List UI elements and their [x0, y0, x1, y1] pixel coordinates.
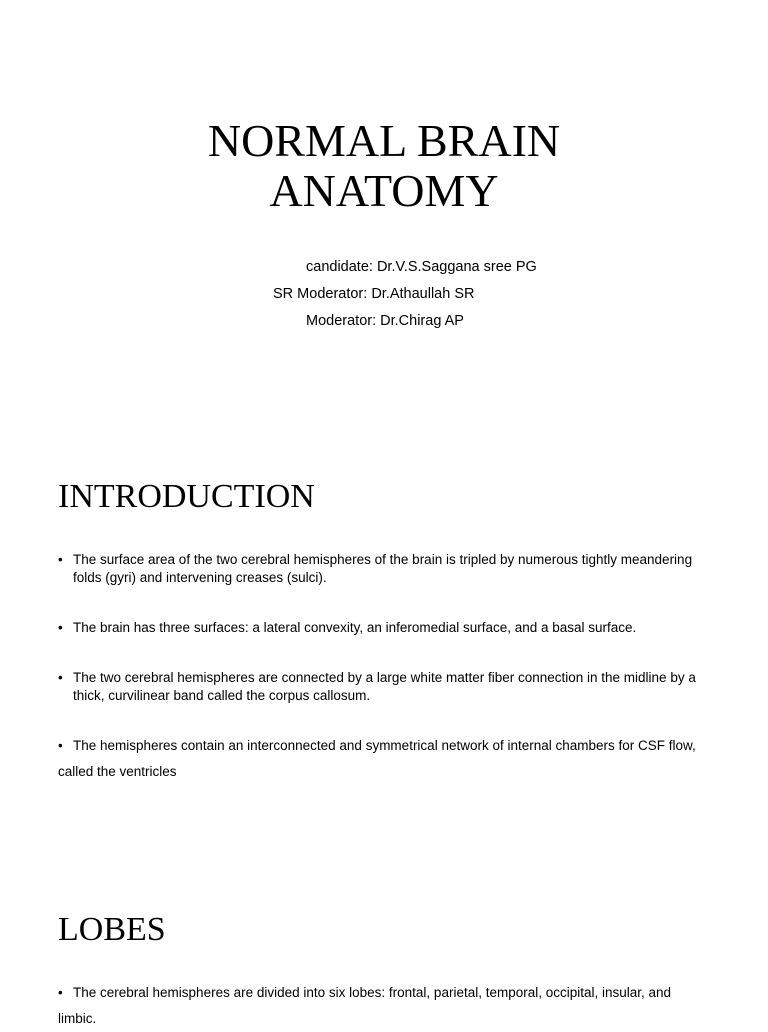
intro-bullet-3	[58, 669, 713, 705]
sr-moderator-credit: SR Moderator: Dr.Athaullah SR	[273, 286, 475, 302]
moderator-credit: Moderator: Dr.Chirag AP	[306, 313, 464, 329]
bullet-marker: •	[58, 552, 63, 567]
bullet-text: The cerebral hemispheres are divided into six lobes: frontal, parietal, temporal, occipital, insular, and limbic.	[58, 985, 672, 1026]
intro-bullet-1	[58, 551, 713, 587]
bullet-marker: •	[58, 985, 63, 1000]
title-line-2: ANATOMY	[269, 165, 499, 216]
introduction-heading: INTRODUCTION	[58, 478, 315, 515]
lobes-heading: LOBES	[58, 911, 166, 948]
bullet-marker: •	[58, 620, 63, 635]
lobes-bullet-1	[58, 980, 698, 1032]
document-title	[0, 116, 768, 216]
bullet-text: The surface area of the two cerebral hemispheres of the brain is tripled by numerous tightly meandering folds (gyri) and intervening creases (sulci).	[73, 552, 693, 585]
title-line-1: NORMAL BRAIN	[207, 115, 561, 166]
bullet-marker: •	[58, 670, 63, 685]
bullet-text: The two cerebral hemispheres are connected by a large white matter fiber connection in the midline by a thick, curvilinear band called the corpus callosum.	[73, 670, 696, 703]
candidate-credit: candidate: Dr.V.S.Saggana sree PG	[306, 259, 537, 275]
intro-bullet-2	[58, 619, 713, 637]
bullet-text: The brain has three surfaces: a lateral convexity, an inferomedial surface, and a basal surface.	[73, 620, 637, 635]
bullet-marker: •	[58, 738, 63, 753]
bullet-text: The hemispheres contain an interconnected and symmetrical network of internal chambers for CSF flow, called the ventricles	[58, 738, 696, 779]
intro-bullet-4	[58, 733, 698, 785]
